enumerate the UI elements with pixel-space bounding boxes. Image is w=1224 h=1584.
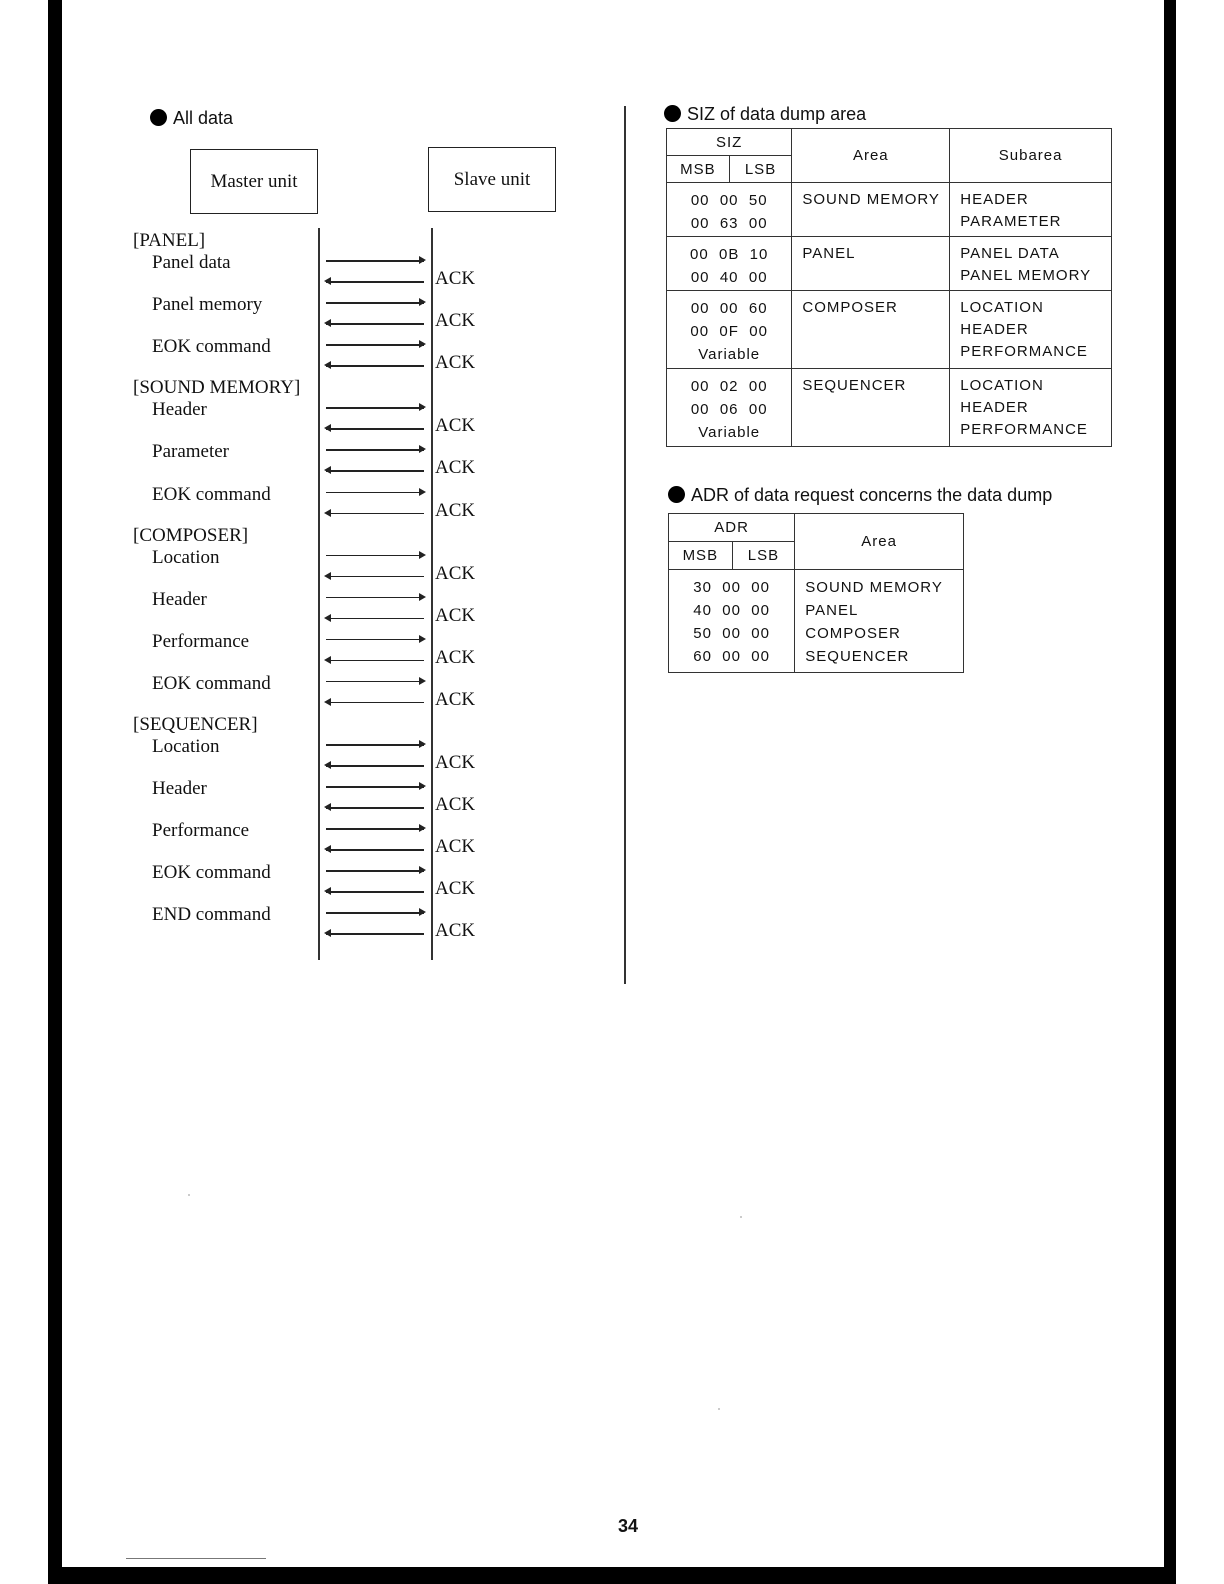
all-data-heading — [150, 108, 233, 129]
section-title: [SOUND MEMORY] — [133, 377, 301, 399]
sequence-item-label: EOK command — [152, 483, 271, 505]
ack-label: ACK — [435, 604, 476, 626]
ack-arrow — [326, 928, 424, 939]
arrow-shaft — [326, 828, 424, 830]
arrow-left-icon — [324, 361, 331, 369]
arrow-shaft — [326, 281, 424, 283]
arrow-shaft — [326, 702, 424, 704]
ack-arrow — [326, 571, 424, 582]
section-title: [SEQUENCER] — [133, 714, 258, 735]
siz-value: Variable — [698, 424, 761, 441]
arrow-right-icon — [419, 488, 426, 496]
arrow-shaft — [326, 891, 424, 893]
siz-subarea-cell — [950, 237, 1112, 291]
adr-values-cell — [669, 570, 795, 673]
arrow-shaft — [326, 555, 424, 557]
arrow-shaft — [326, 849, 424, 851]
adr-header: ADR — [669, 514, 795, 542]
arrow-shaft — [326, 513, 424, 515]
arrow-left-icon — [324, 277, 331, 285]
arrow-shaft — [326, 492, 424, 494]
siz-row — [667, 237, 1112, 291]
arrow-right-icon — [419, 256, 426, 264]
siz-value: 00 00 60 — [690, 300, 768, 317]
siz-value: 00 0B 10 — [689, 246, 769, 263]
arrow-shaft — [326, 428, 424, 430]
arrow-shaft — [326, 618, 424, 620]
arrow-shaft — [326, 765, 424, 767]
adr-area-header: Area — [795, 514, 964, 570]
siz-subarea: PERFORMANCE — [960, 421, 1088, 438]
sequence-item-label: Header — [152, 588, 207, 610]
siz-area-cell — [792, 237, 950, 291]
siz-value: 00 02 00 — [690, 378, 768, 395]
ack-label: ACK — [435, 752, 476, 773]
sequence-item-label: Location — [152, 546, 220, 568]
siz-subarea: HEADER — [960, 321, 1029, 338]
arrow-shaft — [326, 302, 424, 304]
siz-values-cell — [667, 369, 792, 447]
siz-values-cell — [667, 291, 792, 369]
sequence-item-label: Panel data — [152, 252, 231, 273]
adr-msb-header: MSB — [669, 542, 733, 570]
scan-border-right — [1164, 0, 1176, 1584]
arrow-right-icon — [419, 908, 426, 916]
siz-value: 00 0F 00 — [690, 323, 768, 340]
siz-subarea: PARAMETER — [960, 213, 1062, 230]
ack-label: ACK — [435, 457, 476, 479]
ack-label: ACK — [435, 920, 476, 942]
siz-subarea-cell — [950, 369, 1112, 447]
adr-area: SOUND MEMORY — [805, 579, 943, 596]
adr-value: 30 00 00 — [693, 579, 770, 596]
adr-area: SEQUENCER — [805, 648, 910, 665]
arrow-right-icon — [419, 445, 426, 453]
scan-border-left — [48, 0, 62, 1584]
request-arrow — [326, 676, 424, 687]
ack-arrow — [326, 318, 424, 329]
arrow-right-icon — [419, 340, 426, 348]
ack-arrow — [326, 886, 424, 897]
arrow-right-icon — [419, 635, 426, 643]
ack-arrow — [326, 697, 424, 708]
adr-value: 40 00 00 — [693, 602, 770, 619]
request-arrow — [326, 634, 424, 645]
siz-area: PANEL — [802, 245, 856, 262]
siz-row — [667, 369, 1112, 447]
request-arrow — [326, 907, 424, 918]
arrow-shaft — [326, 407, 424, 409]
arrow-shaft — [326, 576, 424, 578]
sequence-item-label: END command — [152, 904, 271, 926]
adr-area: PANEL — [805, 602, 859, 619]
adr-area: COMPOSER — [805, 625, 901, 642]
scan-border-bottom — [48, 1567, 1176, 1584]
ack-label: ACK — [435, 562, 476, 584]
arrow-left-icon — [324, 698, 331, 706]
arrow-shaft — [326, 660, 424, 662]
adr-heading-text: ADR of data request concerns the data dump — [691, 485, 1053, 505]
request-arrow — [326, 865, 424, 876]
siz-area-cell — [792, 183, 950, 237]
sequence-item-label: EOK command — [152, 672, 271, 694]
siz-subarea: PANEL DATA — [960, 245, 1060, 262]
ack-arrow — [326, 465, 424, 476]
slave-unit-box: Slave unit — [428, 147, 556, 212]
ack-label: ACK — [435, 794, 476, 816]
ack-arrow — [326, 655, 424, 666]
request-arrow — [326, 487, 424, 498]
siz-area: COMPOSER — [802, 299, 898, 316]
siz-value: 00 00 50 — [690, 192, 768, 209]
adr-value: 60 00 00 — [693, 648, 770, 665]
adr-heading — [668, 485, 1052, 506]
arrow-left-icon — [324, 614, 331, 622]
siz-area: SEQUENCER — [802, 377, 907, 394]
request-arrow — [326, 297, 424, 308]
request-arrow — [326, 781, 424, 792]
arrow-right-icon — [419, 782, 426, 790]
request-arrow — [326, 402, 424, 413]
arrow-shaft — [326, 323, 424, 325]
ack-label: ACK — [435, 836, 476, 858]
sequence-item-label: Header — [152, 778, 207, 800]
arrow-left-icon — [324, 572, 331, 580]
request-arrow — [326, 444, 424, 455]
arrow-shaft — [326, 744, 424, 746]
arrow-shaft — [326, 597, 424, 599]
slave-timeline — [431, 228, 433, 960]
siz-subarea: PANEL MEMORY — [960, 267, 1092, 284]
arrow-left-icon — [324, 656, 331, 664]
siz-heading-text: SIZ of data dump area — [687, 104, 867, 124]
scan-speck — [188, 1194, 190, 1196]
siz-subarea-cell — [950, 183, 1112, 237]
siz-value: 00 06 00 — [690, 401, 768, 418]
arrow-shaft — [326, 933, 424, 935]
arrow-right-icon — [419, 866, 426, 874]
scan-speck — [718, 1408, 720, 1410]
ack-arrow — [326, 844, 424, 855]
ack-arrow — [326, 423, 424, 434]
arrow-shaft — [326, 470, 424, 472]
sequence-item-label: Panel memory — [152, 294, 263, 316]
subarea-header: Subarea — [950, 129, 1112, 183]
bullet-icon — [664, 105, 681, 122]
siz-values-cell — [667, 237, 792, 291]
sequence-item-label: Location — [152, 736, 220, 757]
adr-lsb-header: LSB — [732, 542, 795, 570]
siz-area-cell — [792, 369, 950, 447]
page-number: 34 — [617, 1516, 639, 1536]
ack-arrow — [326, 276, 424, 287]
column-divider — [624, 106, 626, 984]
msb-header: MSB — [667, 156, 730, 183]
sequence-item-label: Performance — [152, 820, 250, 842]
arrow-left-icon — [324, 509, 331, 517]
ack-arrow — [326, 802, 424, 813]
arrow-right-icon — [419, 740, 426, 748]
ack-label: ACK — [435, 688, 476, 710]
ack-label: ACK — [435, 352, 476, 374]
lsb-header: LSB — [729, 156, 792, 183]
siz-heading — [664, 104, 866, 125]
arrow-shaft — [326, 807, 424, 809]
sequence-item-label: Performance — [152, 630, 250, 652]
arrow-right-icon — [419, 593, 426, 601]
section-title: [COMPOSER] — [133, 524, 249, 546]
adr-table — [668, 513, 964, 673]
arrow-shaft — [326, 870, 424, 872]
siz-row — [667, 183, 1112, 237]
arrow-left-icon — [324, 319, 331, 327]
siz-subarea: PERFORMANCE — [960, 343, 1088, 360]
arrow-shaft — [326, 681, 424, 683]
siz-values-cell — [667, 183, 792, 237]
ack-arrow — [326, 360, 424, 371]
adr-areas-cell — [795, 570, 964, 673]
siz-subarea: HEADER — [960, 191, 1029, 208]
sequence-item-label: Parameter — [152, 441, 230, 463]
siz-value: 00 40 00 — [690, 269, 768, 286]
section-title: [PANEL] — [133, 230, 206, 251]
area-header: Area — [792, 129, 950, 183]
arrow-right-icon — [419, 824, 426, 832]
request-arrow — [326, 739, 424, 750]
arrow-shaft — [326, 365, 424, 367]
arrow-shaft — [326, 260, 424, 262]
arrow-left-icon — [324, 929, 331, 937]
ack-label: ACK — [435, 268, 476, 289]
arrow-shaft — [326, 786, 424, 788]
arrow-shaft — [326, 912, 424, 914]
request-arrow — [326, 255, 424, 266]
sequence-item-label: Header — [152, 399, 207, 421]
arrow-left-icon — [324, 887, 331, 895]
bullet-icon — [150, 109, 167, 126]
all-data-heading-text: All data — [173, 108, 234, 128]
master-unit-box: Master unit — [190, 149, 318, 214]
sequence-item-label: EOK command — [152, 862, 271, 884]
arrow-shaft — [326, 344, 424, 346]
ack-label: ACK — [435, 499, 476, 521]
siz-table — [666, 128, 1112, 447]
siz-subarea: LOCATION — [960, 377, 1044, 394]
sequence-item-label: EOK command — [152, 336, 271, 358]
siz-subarea-cell — [950, 291, 1112, 369]
ack-label: ACK — [435, 646, 476, 668]
arrow-left-icon — [324, 803, 331, 811]
ack-arrow — [326, 613, 424, 624]
request-arrow — [326, 823, 424, 834]
siz-row — [667, 291, 1112, 369]
ack-label: ACK — [435, 415, 476, 437]
arrow-right-icon — [419, 677, 426, 685]
arrow-right-icon — [419, 551, 426, 559]
siz-header: SIZ — [667, 129, 792, 156]
master-timeline — [318, 228, 320, 960]
siz-subarea: LOCATION — [960, 299, 1044, 316]
request-arrow — [326, 592, 424, 603]
ack-label: ACK — [435, 878, 476, 900]
scan-mark — [126, 1558, 266, 1559]
arrow-left-icon — [324, 845, 331, 853]
ack-arrow — [326, 508, 424, 519]
siz-value: Variable — [698, 346, 761, 363]
bullet-icon — [668, 486, 685, 503]
arrow-right-icon — [419, 403, 426, 411]
arrow-left-icon — [324, 466, 331, 474]
arrow-left-icon — [324, 761, 331, 769]
arrow-left-icon — [324, 424, 331, 432]
ack-arrow — [326, 760, 424, 771]
siz-area-cell — [792, 291, 950, 369]
siz-area: SOUND MEMORY — [802, 191, 940, 208]
arrow-shaft — [326, 449, 424, 451]
siz-value: 00 63 00 — [690, 215, 768, 232]
adr-value: 50 00 00 — [693, 625, 770, 642]
scan-speck — [740, 1216, 742, 1218]
ack-label: ACK — [435, 310, 476, 332]
arrow-shaft — [326, 639, 424, 641]
siz-subarea: HEADER — [960, 399, 1029, 416]
request-arrow — [326, 339, 424, 350]
arrow-right-icon — [419, 298, 426, 306]
request-arrow — [326, 550, 424, 561]
